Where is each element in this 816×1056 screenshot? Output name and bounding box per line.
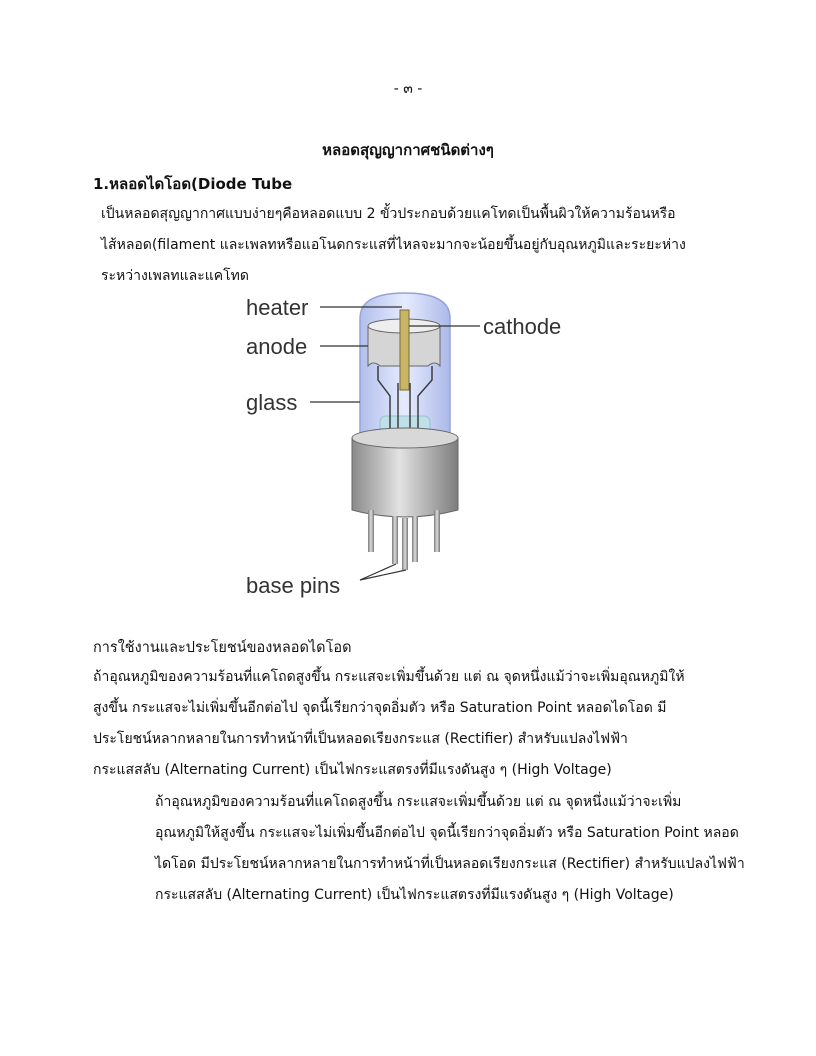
base-pin	[368, 510, 374, 552]
intro-paragraph	[93, 199, 723, 292]
page-number: - ๓ -	[393, 81, 423, 97]
usage-line: กระแสสลับ (Alternating Current) เป็นไฟกระแสตรงที่มีแรงดันสูง ๆ (High Voltage)	[93, 762, 612, 778]
base-pin	[412, 516, 418, 562]
base-pin	[434, 510, 440, 552]
usage-line: อุณหภูมิให้สูงขึ้น กระแสจะไม่เพิ่มขึ้นอีกต่อไป จุดนี้เรียกว่าจุดอิ่มตัว หรือ Saturation Point หลอด	[155, 825, 739, 841]
figure-label-glass: glass	[246, 390, 298, 415]
usage-paragraph-1	[93, 662, 723, 786]
usage-heading: การใช้งานและประโยชน์ของหลอดไดโอด	[93, 640, 352, 656]
intro-line: ระหว่างเพลทและแคโทด	[101, 268, 249, 284]
figure-label-cathode: cathode	[483, 314, 562, 339]
usage-paragraph-2	[93, 787, 745, 911]
metal-base	[352, 438, 458, 517]
figure-label-anode: anode	[246, 334, 308, 359]
usage-line: ถ้าอุณหภูมิของความร้อนที่แคโถดสูงขึ้น กระแสจะเพิ่มขึ้นด้วย แต่ ณ จุดหนึ่งแม้ว่าจะเพิ่มอุณหภูมิให้	[93, 669, 685, 685]
figure-label-base-pins: base pins	[246, 573, 341, 598]
diode-tube-figure	[240, 288, 580, 608]
usage-line: ถ้าอุณหภูมิของความร้อนที่แคโถดสูงขึ้น กระแสจะเพิ่มขึ้นด้วย แต่ ณ จุดหนึ่งแม้ว่าจะเพิ่ม	[155, 794, 682, 810]
document-title: หลอดสุญญากาศชนิดต่างๆ	[322, 141, 494, 159]
intro-line: ไส้หลอด(filament และเพลทหรือแอโนดกระแสที่ไหลจะมากจะน้อยขึ้นอยู่กับอุณหภูมิและระยะห่าง	[101, 237, 686, 253]
cathode-rod	[400, 310, 409, 390]
usage-line: ไดโอด มีประโยชน์หลากหลายในการทำหน้าที่เป็นหลอดเรียงกระแส (Rectifier) สำหรับแปลงไฟฟ้า	[155, 856, 745, 872]
intro-line: เป็นหลอดสุญญากาศแบบง่ายๆคือหลอดแบบ 2 ขั้วประกอบด้วยแคโทดเป็นพื้นผิวให้ความร้อนหรือ	[101, 206, 676, 222]
base-pin	[392, 516, 398, 564]
section-heading: 1.หลอดไดโอด(Diode Tube	[93, 175, 293, 193]
usage-line: สูงขึ้น กระแสจะไม่เพิ่มขึ้นอีกต่อไป จุดนี้เรียกว่าจุดอิ่มตัว หรือ Saturation Point หลอดไดโอด มี	[93, 700, 667, 716]
usage-line: กระแสสลับ (Alternating Current) เป็นไฟกระแสตรงที่มีแรงดันสูง ๆ (High Voltage)	[155, 887, 674, 903]
base-pin	[402, 518, 408, 570]
usage-line: ประโยชน์หลากหลายในการทำหน้าที่เป็นหลอดเรียงกระแส (Rectifier) สำหรับแปลงไฟฟ้า	[93, 731, 628, 747]
figure-label-heater: heater	[246, 295, 309, 320]
